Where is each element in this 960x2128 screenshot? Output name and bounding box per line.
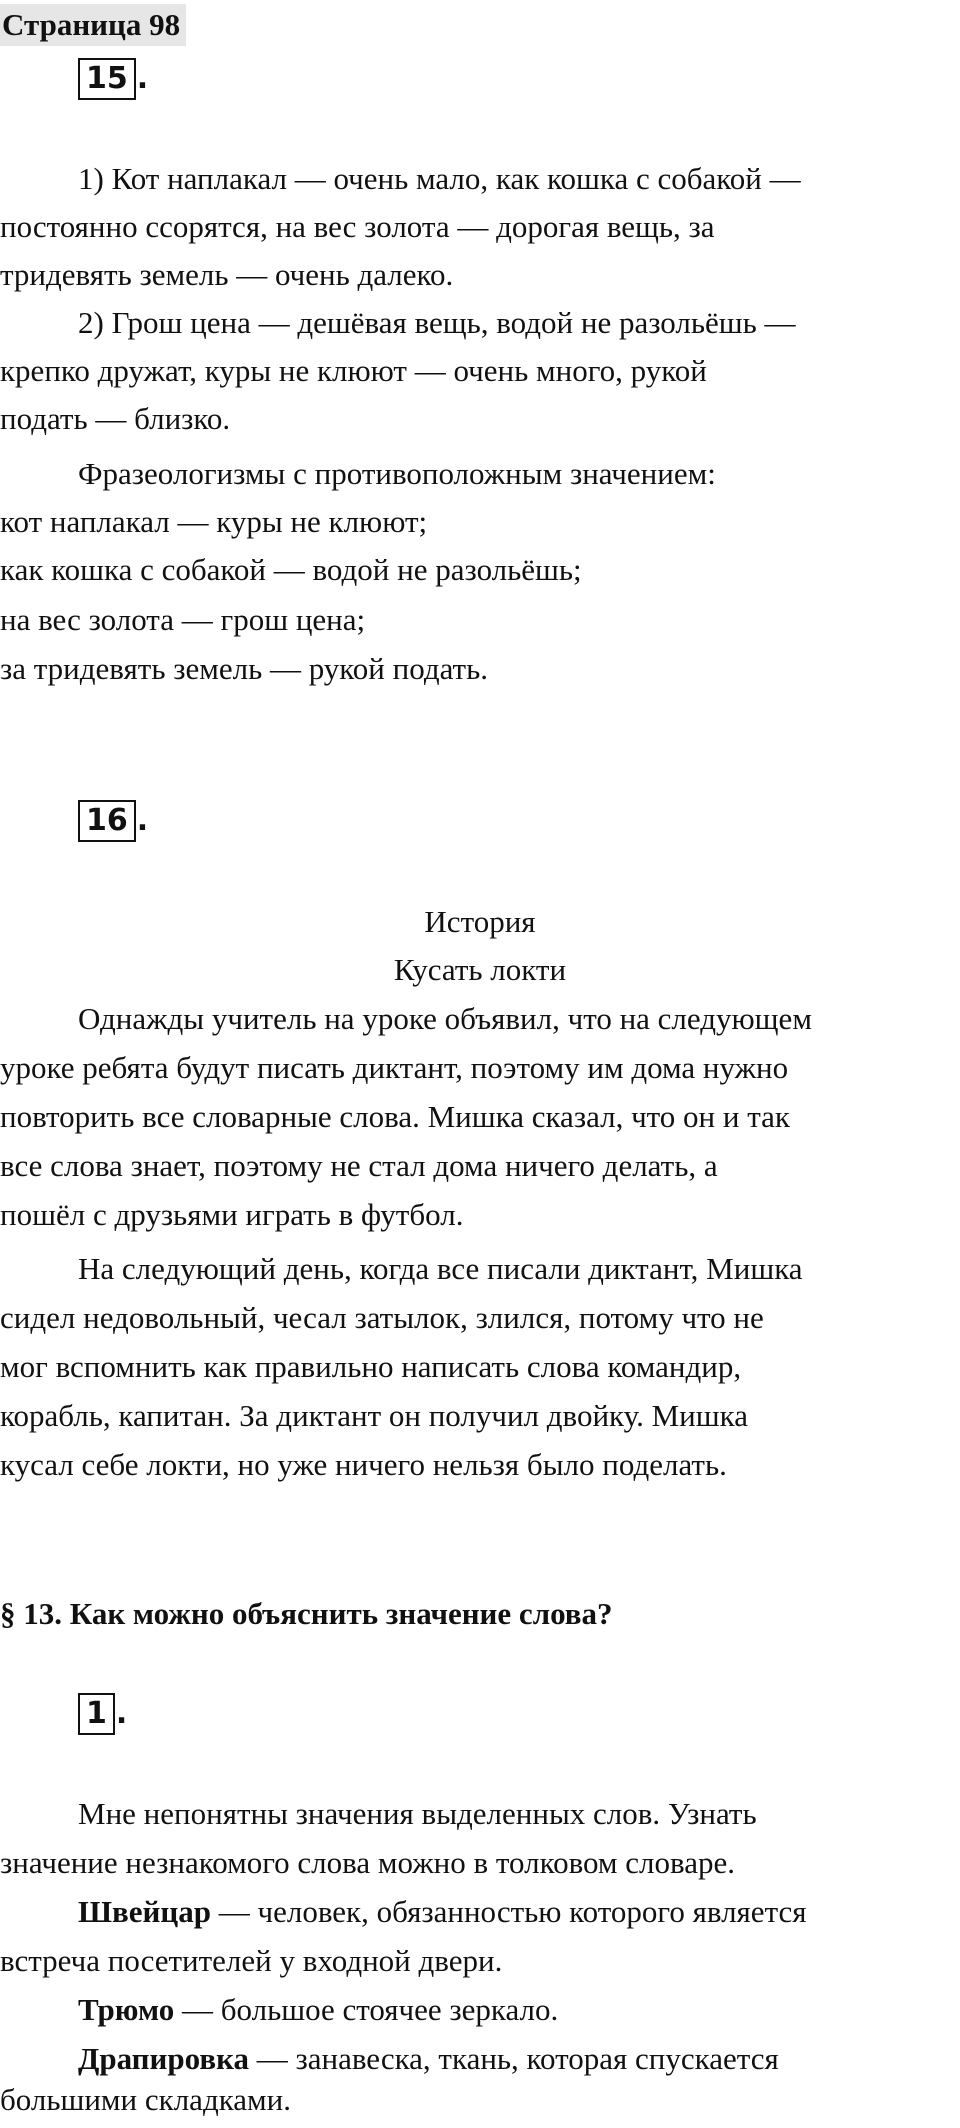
ex1-entry-tryumo [0,1986,960,2034]
ex15-line-7: Фразеологизмы с противоположным значением: [78,456,716,491]
term-shveitsar: Швейцар [78,1894,212,1929]
ex16-line-1: Однажды учитель на уроке объявил, что на следующем [78,1001,812,1036]
definition-shveitsar-part2: встреча посетителей у входной двери. [0,1943,503,1978]
ex15-line-1: 1) Кот наплакал — очень мало, как кошка с собакой — [78,161,801,196]
ex15-line-9: как кошка с собакой — водой не разольёшь; [0,552,582,587]
ex1-intro-line-1: Мне непонятны значения выделенных слов. Узнать [78,1796,757,1831]
story-genre-heading: История [424,904,536,939]
ex16-line-8: мог вспомнить как правильно написать слова командир, [0,1349,742,1384]
exercise-1-number: 1 . [78,1693,127,1735]
ex15-line-4: 2) Грош цена — дешёвая вещь, водой не разольёшь — [78,305,796,340]
ex15-line-6: подать — близко. [0,401,231,436]
story-title: Кусать локти [393,952,567,987]
page-number-header: Страница 98 [0,4,186,46]
exercise-15-number: 15 . [78,58,148,100]
definition-drapirovka-part1: — занавеска, ткань, которая спускается [248,2041,779,2076]
definition-shveitsar-part1: — человек, обязанностью которого является [211,1894,807,1929]
ex16-line-2: уроке ребята будут писать диктант, поэтому им дома нужно [0,1050,789,1085]
ex15-line-5: крепко дружат, куры не клюют — очень много, рукой [0,353,707,388]
term-tryumo: Трюмо [78,1992,175,2027]
term-drapirovka: Драпировка [78,2041,249,2076]
ex16-line-3: повторить все словарные слова. Мишка сказал, что он и так [0,1099,790,1134]
section-13-title: § 13. Как можно объяснить значение слова? [0,1596,613,1631]
ex16-line-7: сидел недовольный, чесал затылок, злился, потому что не [0,1300,764,1335]
ex16-line-6: На следующий день, когда все писали диктант, Мишка [78,1251,803,1286]
ex15-line-8: кот наплакал — куры не клюют; [0,504,428,539]
ex16-line-9: корабль, капитан. За диктант он получил двойку. Мишка [0,1398,748,1433]
exercise-16-number: 16 . [78,800,148,842]
ex15-line-11: за тридевять земель — рукой подать. [0,651,488,686]
ex16-line-5: пошёл с друзьями играть в футбол. [0,1197,464,1232]
ex16-line-10: кусал себе локти, но уже ничего нельзя было поделать. [0,1447,727,1482]
ex15-line-10: на вес золота — грош цена; [0,602,366,637]
ex1-entry-shveitsar [0,1888,960,1936]
ex15-line-2: постоянно ссорятся, на вес золота — дорогая вещь, за [0,209,715,244]
definition-drapirovka-part2: большими складками. [0,2082,292,2117]
ex1-intro-line-2: значение незнакомого слова можно в толковом словаре. [0,1845,735,1880]
ex15-line-3: тридевять земель — очень далеко. [0,257,454,292]
definition-tryumo: — большое стоячее зеркало. [174,1992,559,2027]
ex16-line-4: все слова знает, поэтому не стал дома ничего делать, а [0,1148,718,1183]
